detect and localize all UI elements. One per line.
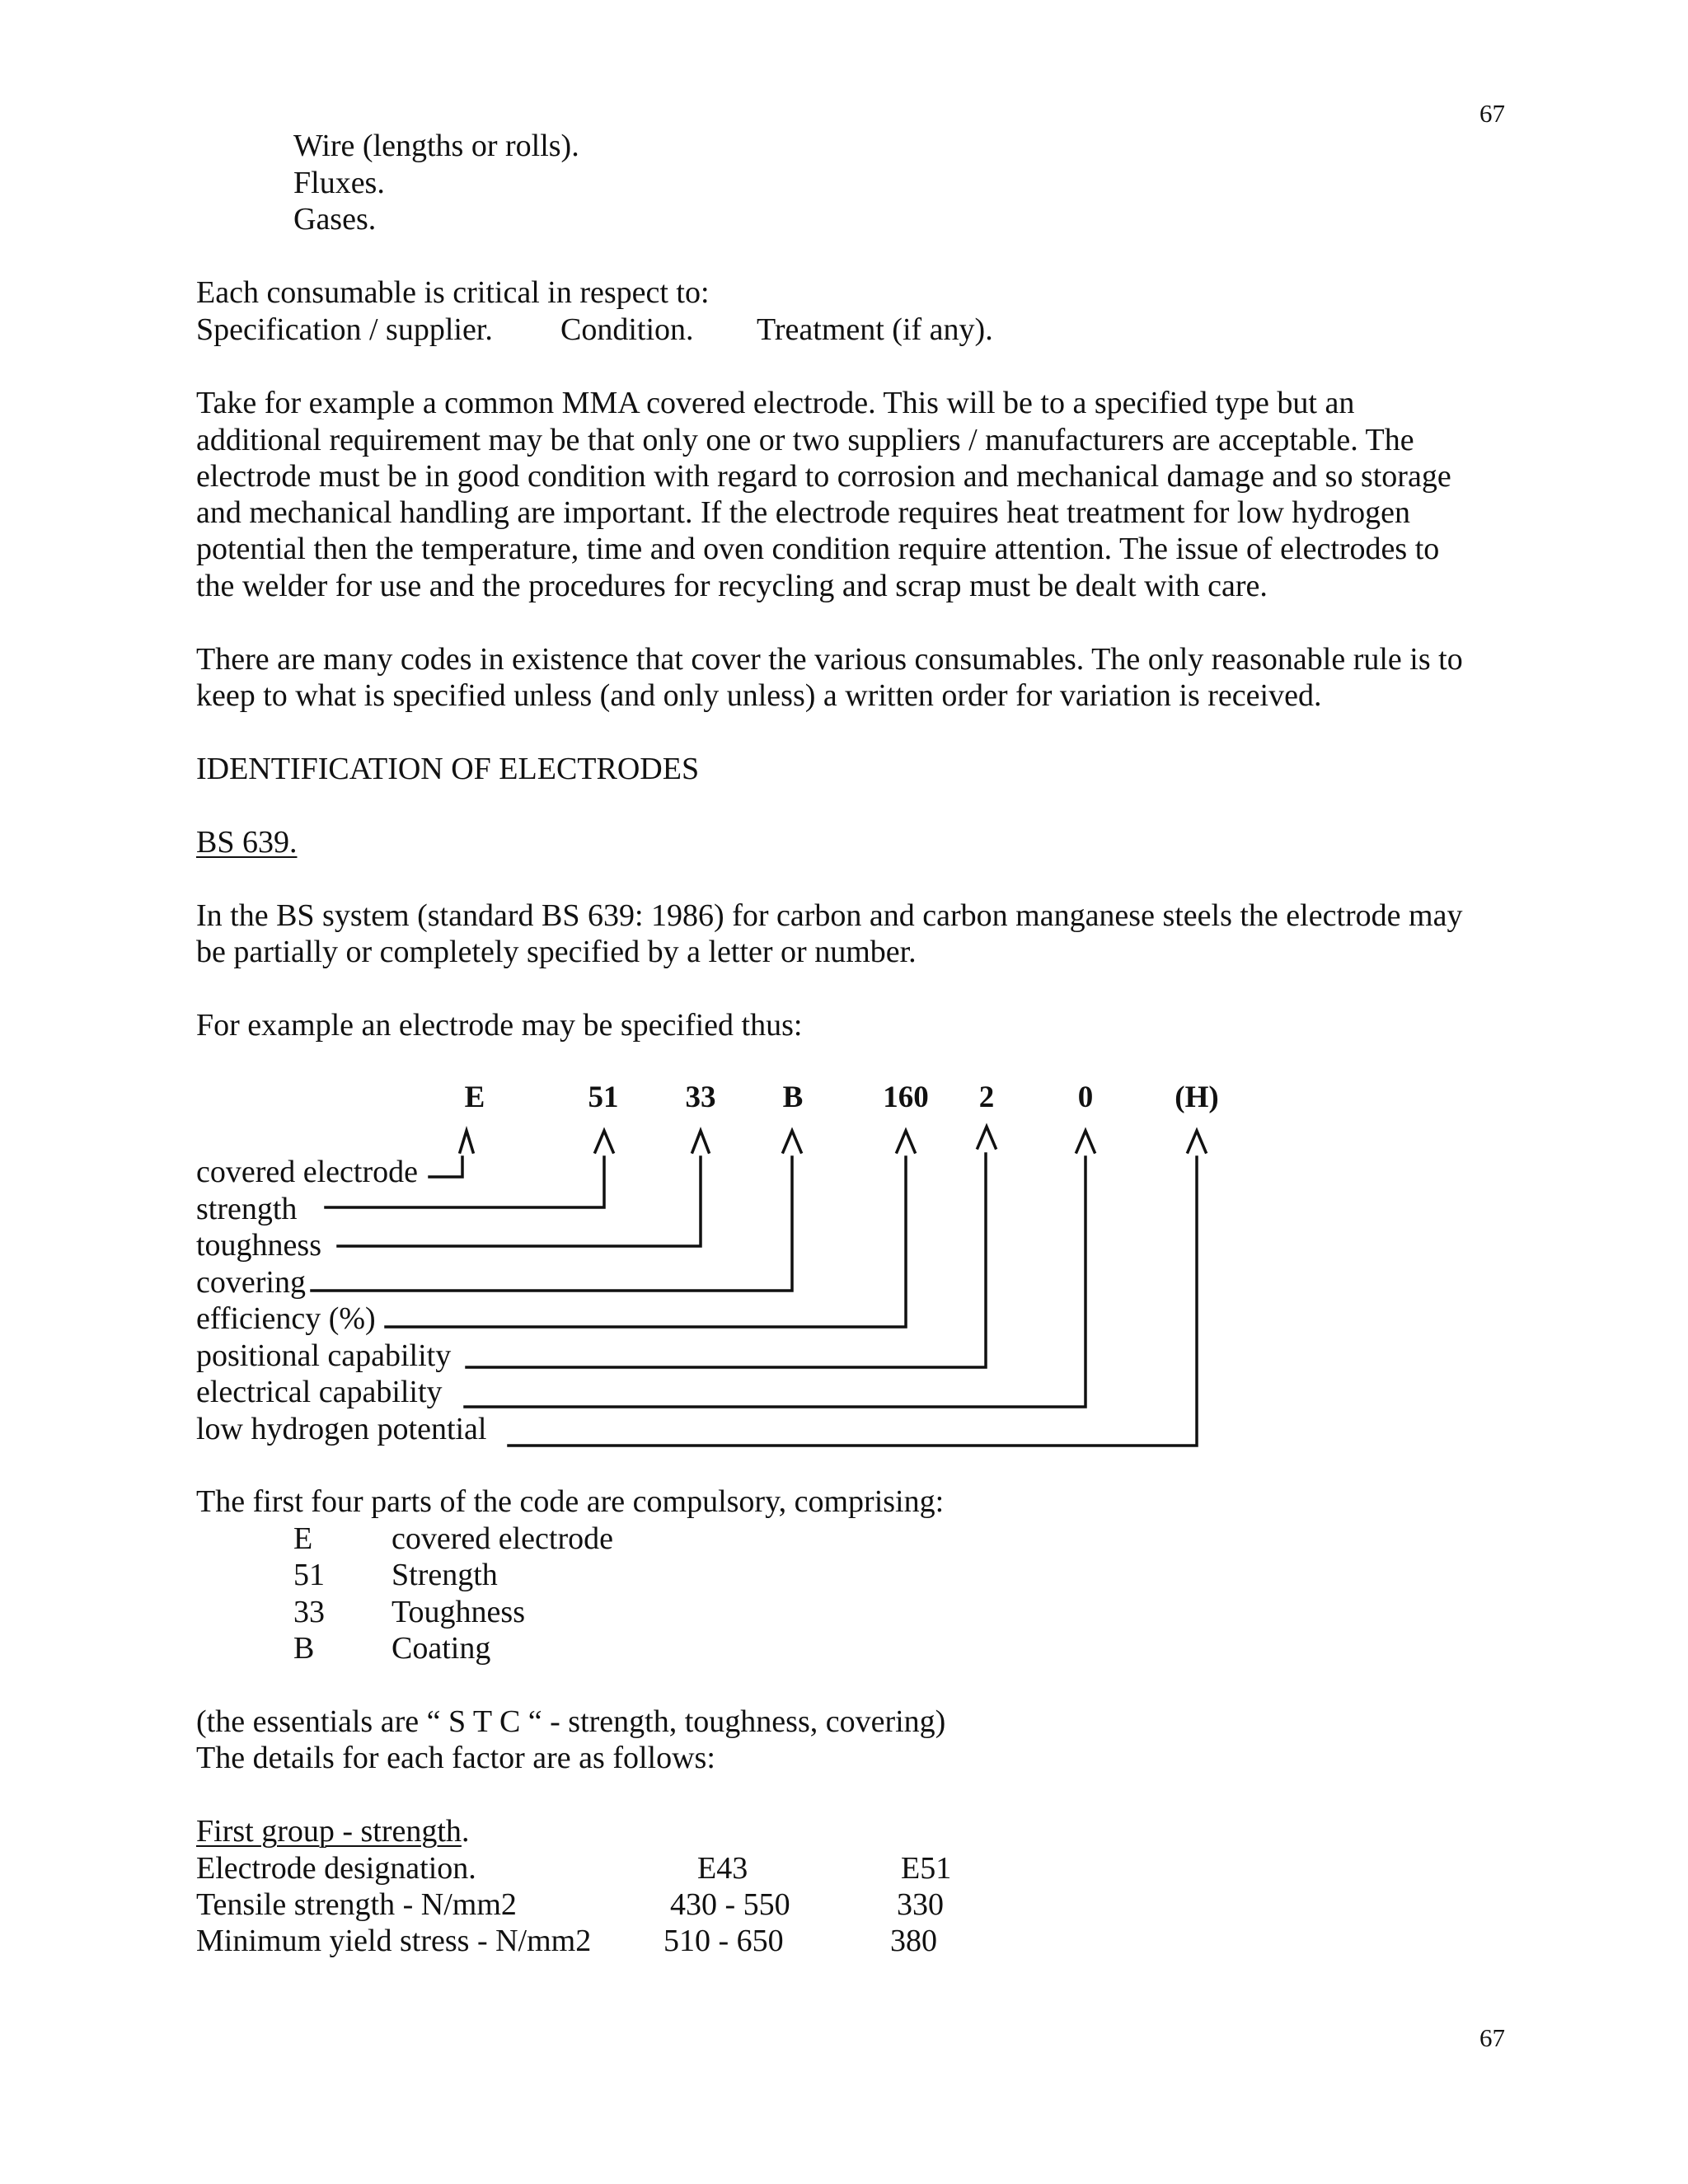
paragraph-bs-line: be partially or completely specified by a letter or number. [196,935,917,969]
page-number-bottom: 67 [1479,2023,1505,2052]
caret-icon [978,1127,996,1148]
paragraph-codes-line: keep to what is specified unless (and only unless) a written order for variation is received. [196,678,1322,713]
first-group-heading [196,1813,469,1849]
first-group-period: . [461,1814,470,1849]
code-electrical: 0 [1077,1080,1094,1114]
paragraph-mma-line: Take for example a common MMA covered electrode. This will be to a specified type but an [196,386,1355,420]
code-e: E [464,1080,485,1114]
connector-electrical [465,1157,1085,1407]
caret-icon [595,1131,613,1152]
code-efficiency: 160 [883,1080,929,1114]
connector-efficiency [386,1157,906,1327]
table-row-label: Minimum yield stress - N/mm2 [196,1924,592,1958]
caret-icon [783,1131,801,1152]
code-toughness: 33 [685,1080,716,1114]
connector-toughness [338,1157,701,1246]
essentials-line: (the essentials are “ S T C “ - strength, toughness, covering) [196,1704,946,1739]
table-cell: 510 - 650 [663,1924,784,1958]
table-cell: E43 [697,1851,748,1886]
table-row-label: Electrode designation. [196,1851,476,1886]
subheading-bs639: BS 639. [196,825,298,860]
paragraph-mma-line: and mechanical handling are important. If the electrode requires heat treatment for low hydrogen [196,495,1410,530]
caret-icon [897,1131,915,1152]
table-cell: 380 [890,1924,937,1958]
page-number-top: 67 [1479,99,1505,128]
diagram-label: electrical capability [196,1375,443,1409]
paragraph-mma-line: additional requirement may be that only one or two suppliers / manufacturers are acceptable. The [196,423,1414,457]
connector-positional [467,1154,986,1367]
critical-intro: Each consumable is critical in respect to: [196,275,710,310]
first-group-heading-text: First group - strength [196,1814,462,1849]
connector-hydrogen [509,1157,1197,1446]
section-heading: IDENTIFICATION OF ELECTRODES [196,752,700,786]
diagram-label: covering [196,1265,306,1300]
compulsory-intro: The first four parts of the code are compulsory, comprising: [196,1484,945,1519]
paragraph-mma-line: the welder for use and the procedures for recycling and scrap must be dealt with care. [196,569,1268,603]
list-item-fluxes: Fluxes. [293,166,385,200]
critical-item-spec: Specification / supplier. [196,312,493,347]
compulsory-desc: Strength [392,1558,498,1592]
list-item-wire: Wire (lengths or rolls). [293,129,579,163]
compulsory-desc: covered electrode [392,1521,613,1556]
caret-icon [692,1131,709,1152]
code-positional: 2 [978,1080,995,1114]
compulsory-code: B [293,1631,315,1666]
compulsory-desc: Toughness [392,1595,526,1629]
code-hydrogen: (H) [1175,1080,1219,1114]
paragraph-bs-line: In the BS system (standard BS 639: 1986) for carbon and carbon manganese steels the electrode may [196,898,1463,933]
diagram-label: strength [196,1192,298,1226]
example-intro: For example an electrode may be specified thus: [196,1008,803,1043]
table-cell: E51 [901,1851,952,1886]
table-cell: 330 [897,1887,944,1922]
paragraph-codes-line: There are many codes in existence that cover the various consumables. The only reasonable rule is to [196,642,1463,677]
table-row-label: Tensile strength - N/mm2 [196,1887,517,1922]
critical-item-treatment: Treatment (if any). [757,312,993,347]
compulsory-code: 33 [293,1595,325,1629]
table-cell: 430 - 550 [670,1887,790,1922]
diagram-label: positional capability [196,1338,452,1373]
code-covering: B [782,1080,804,1114]
connector-covered-electrode [429,1157,462,1177]
critical-item-condition: Condition. [560,312,694,347]
list-item-gases: Gases. [293,202,377,237]
paragraph-mma-line: electrode must be in good condition with regard to corrosion and mechanical damage and so storage [196,459,1451,494]
diagram-label: covered electrode [196,1155,418,1189]
diagram-label: low hydrogen potential [196,1412,487,1446]
connector-strength [326,1157,604,1207]
compulsory-code: E [293,1521,313,1556]
diagram-label: toughness [196,1228,321,1263]
compulsory-desc: Coating [392,1631,491,1666]
caret-icon [1188,1131,1206,1152]
caret-icon [460,1131,473,1152]
diagram-label: efficiency (%) [196,1301,376,1336]
paragraph-mma-line: potential then the temperature, time and oven condition require attention. The issue of electrodes to [196,532,1440,566]
details-line: The details for each factor are as follows: [196,1741,715,1775]
code-strength: 51 [588,1080,619,1114]
connector-covering [312,1157,792,1291]
caret-icon [1076,1131,1095,1152]
compulsory-code: 51 [293,1558,325,1592]
